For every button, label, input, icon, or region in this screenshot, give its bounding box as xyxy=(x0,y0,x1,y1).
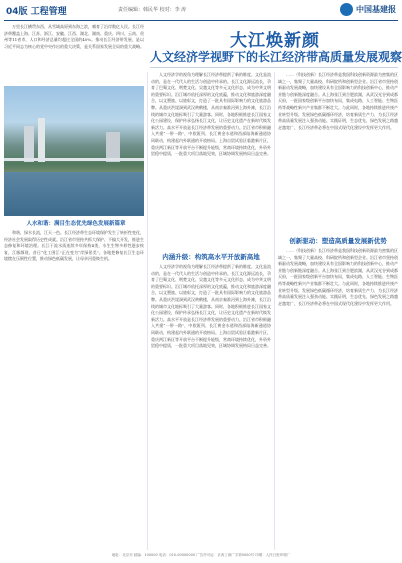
column-divider xyxy=(147,72,148,550)
logo-mark-icon xyxy=(340,3,353,16)
column-divider xyxy=(274,72,275,550)
article-column-3-bottom: ……（科技创新）长江经济带是我国科技创新资源最为密集的区域之一，集聚了大量高校、科研院所和创新型企业。沿江省市坚持创新驱动发展战略，加快建设具有全国影响力的科技创新中心，推动产业链与创新链深度融合。从上海张江到合肥滨湖，从武汉光谷到成都天府，一批国家级创新平台加快布局，集成电路、人工智能、生物医药等战略性新兴产业集群不断壮大。与此同时，各地持续推进传统产业转型升级，发展绿色低碳循环经济，培育新质生产力，为长江经济带高质量发展注入强劲动能。实践证明，生态优先、绿色发展之路越走越宽广，长江经济带必将在中国式现代化建设中发挥更大作用。 xyxy=(278,248,398,306)
yangtze-river-photo xyxy=(4,86,144,216)
page-footer: 地址：北京市 邮编：100000 电话：010-00000000 广告许可证：京西工商广字第0000号 印刷：人民日报印刷厂 xyxy=(111,553,291,557)
page-header xyxy=(0,0,402,22)
headline-subtitle: 人文经济学视野下的长江经济带高质量发展观察 xyxy=(150,50,402,64)
editor-line: 责任编辑：韩民华 校对：李 涛 xyxy=(118,7,187,13)
section-heading-open: 内涵升级：构筑高水平开放新高地 xyxy=(162,253,260,261)
section-heading-innovation: 创新驱动：塑造高质量发展新优势 xyxy=(289,237,387,245)
tower-shape xyxy=(24,126,34,162)
river-water xyxy=(4,172,144,216)
article-column-2-bottom: 人文经济学的视角为理解长江经济带提供了新的维度。文化是流动的，是在一代代人的生活与创造中传承的。长江文化源远流长，孕育了巴蜀文化、荆楚文化、吴越文化等多元文化形态，成为中华文明的重要标识。沿江城市依托深厚的文化底蕴，推动文化和旅游深度融合，以文塑旅、以旅彰文，打造了一批具有国际影响力的文化旅游品牌。从重庆洪崖洞到武汉黄鹤楼，从南京秦淮河到上海外滩，长江沿线的城市文化地标吸引了大量游客。同时，各地积极推进长江国家文化公园建设，保护传承弘扬长江文化，让历史文化遗产在新时代焕发新活力。高水平开放是长江经济带发展的重要动力。沿江省市积极融入共建“一带一路”，中欧班列、长江黄金水道和西部陆海新通道协同联动，构建起内外联通的开放格局。上海自贸试验区临港新片区、重庆两江新区等开放平台不断提升能级，营商环境持续优化，外资外贸稳中提质，一批重大项目落地见效，区域协调发展格局日益完善。 xyxy=(151,264,271,349)
tower-shape xyxy=(38,118,45,162)
logo-text: 中国基建报 xyxy=(356,5,396,14)
article-column-1-top: 万里长江横贯东西，从雪域高原到东海之滨，哺育了沿岸数亿人民。长江经济带覆盖上海、江苏、浙江、安徽、江西、湖北、湖南、重庆、四川、云南、贵州等11省市，人口和经济总量均超过全国的40%。推动长江经济带发展，是以习近平同志为核心的党中央作出的重大决策，是关系国家发展全局的重大战略。 xyxy=(4,24,144,49)
bridge-shape xyxy=(4,158,144,161)
header-divider xyxy=(4,20,398,21)
article-column-3-top: ……（科技创新）长江经济带是我国科技创新资源最为密集的区域之一，集聚了大量高校、科研院所和创新型企业。沿江省市坚持创新驱动发展战略，加快建设具有全国影响力的科技创新中心，推动产业链与创新链深度融合。从上海张江到合肥滨湖，从武汉光谷到成都天府，一批国家级创新平台加快布局，集成电路、人工智能、生物医药等战略性新兴产业集群不断壮大。与此同时，各地持续推进传统产业转型升级，发展绿色低碳循环经济，培育新质生产力，为长江经济带高质量发展注入强劲动能。实践证明，生态优先、绿色发展之路越走越宽广，长江经济带必将在中国式现代化建设中发挥更大作用。 xyxy=(278,72,398,130)
newspaper-logo xyxy=(340,3,396,16)
article-column-2-top: 人文经济学的视角为理解长江经济带提供了新的维度。文化是流动的，是在一代代人的生活与创造中传承的。长江文化源远流长，孕育了巴蜀文化、荆楚文化、吴越文化等多元文化形态，成为中华文明的重要标识。沿江城市依托深厚的文化底蕴，推动文化和旅游深度融合，以文塑旅、以旅彰文，打造了一批具有国际影响力的文化旅游品牌。从重庆洪崖洞到武汉黄鹤楼，从南京秦淮河到上海外滩，长江沿线的城市文化地标吸引了大量游客。同时，各地积极推进长江国家文化公园建设，保护传承弘扬长江文化，让历史文化遗产在新时代焕发新活力。高水平开放是长江经济带发展的重要动力。沿江省市积极融入共建“一带一路”，中欧班列、长江黄金水道和西部陆海新通道协同联动，构建起内外联通的开放格局。上海自贸试验区临港新片区、重庆两江新区等开放平台不断提升能级，营商环境持续优化，外资外贸稳中提质，一批重大项目落地见效，区域协调发展格局日益完善。 xyxy=(151,72,271,157)
page-number-label: 04版 工程管理 xyxy=(6,7,67,17)
photo-caption: 人水和谐：满目生态优先绿色发展新篇章 xyxy=(26,221,126,227)
headline-divider xyxy=(150,67,398,68)
article-column-1-bottom: 和谐，绿水长流，江天一色。长江经济带生态环境保护发生了转折性变化，经济社会发展取得历史性成就。沿江省市坚持共抓大保护、不搞大开发，推进生态修复和环境治理。长江干流水质连续多年保持Ⅱ类，水生生物多样性逐步恢复，江豚频现，昔日“化工围江”正在变为“岸绿景美”。各地把修复长江生态环境摆在压倒性位置，推动绿色低碳发展，让母亲河重焕生机。 xyxy=(4,230,144,262)
headline-title: 大江焕新颜 xyxy=(230,31,320,51)
